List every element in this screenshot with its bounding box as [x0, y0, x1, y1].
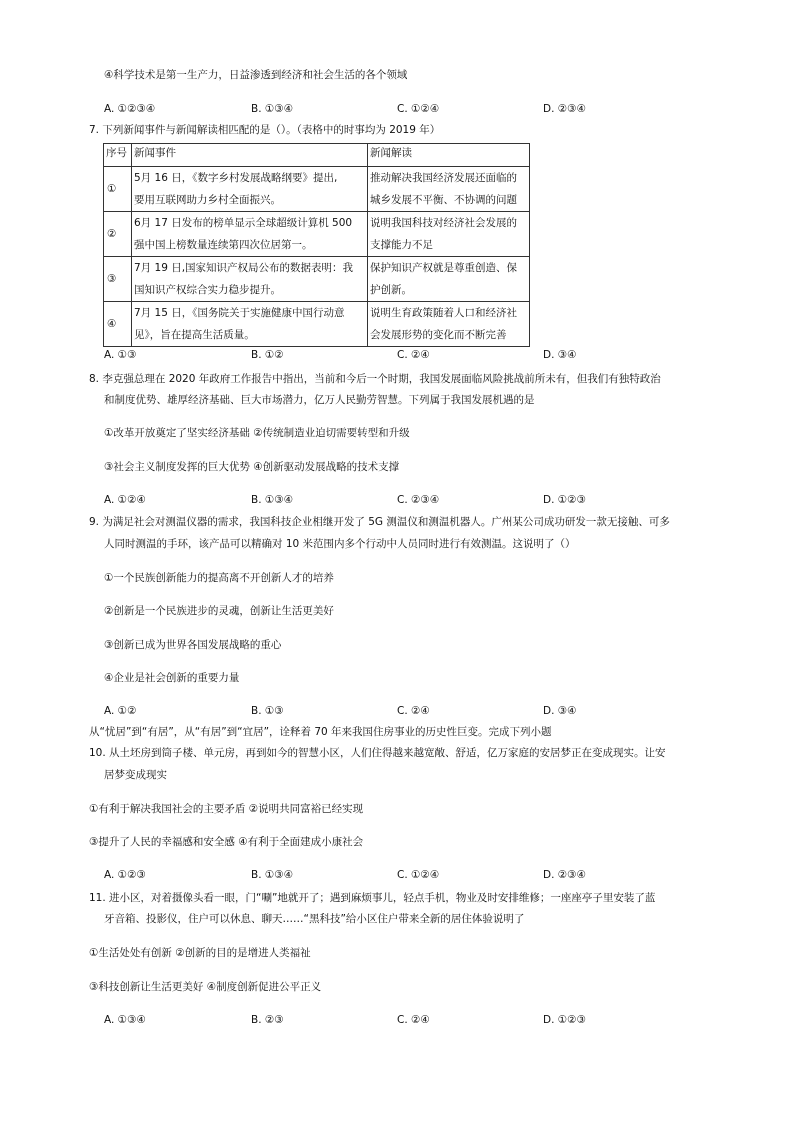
cell-line: 城乡发展不平衡、不协调的问题 [370, 194, 517, 206]
row-num: ③ [104, 257, 132, 302]
q11-option-c: C. ②④ [397, 1014, 430, 1026]
q8-stem-line1: 8. 李克强总理在 2020 年政府工作报告中指出，当前和今后一个时期，我国发展面临风险挑战前所未有，但我们有独特政治 [89, 373, 661, 385]
q9-item1: ①一个民族创新能力的提高离不开创新人才的培养 [104, 572, 334, 584]
table-row [104, 212, 530, 257]
q9-option-a: A. ①② [104, 705, 137, 717]
row-event [132, 302, 368, 347]
cell-line: 要用互联网助力乡村全面振兴。 [134, 194, 281, 206]
cell-line: 保护知识产权就是尊重创造、保 [370, 262, 517, 274]
q10-option-b: B. ①③④ [251, 869, 294, 881]
q10-items-line1: ①有利于解决我国社会的主要矛盾 ②说明共同富裕已经实现 [89, 803, 364, 815]
q7-option-c: C. ②④ [397, 349, 430, 361]
cell-line: 6月 17 日发布的榜单显示全球超级计算机 500 [134, 217, 353, 229]
cell-line: 推动解决我国经济发展还面临的 [370, 172, 517, 184]
row-reading [368, 167, 530, 212]
q10-stem-line1: 10. 从土坯房到筒子楼、单元房，再到如今的智慧小区，人们住得越来越宽敞、舒适，亿万家庭的安居梦正在变成现实。让安 [89, 747, 666, 759]
row-num: ① [104, 167, 132, 212]
q7-option-b: B. ①② [251, 349, 284, 361]
q8-stem-line2: 和制度优势、雄厚经济基础、巨大市场潜力，亿万人民勤劳智慧。下列属于我国发展机遇的是 [104, 394, 535, 406]
cell-line: 说明我国科技对经济社会发展的 [370, 217, 517, 229]
q10-option-c: C. ①②④ [397, 869, 440, 881]
q9-option-d: D. ③④ [543, 705, 577, 717]
cell-line: 见》，旨在提高生活质量。 [134, 329, 255, 341]
q9-stem-line2: 人同时测温的手环，该产品可以精确对 10 米范围内多个行动中人员同时进行有效测温。这说明了（） [104, 538, 576, 550]
header-reading: 新闻解读 [368, 144, 530, 167]
q6-option-a: A. ①②③④ [104, 103, 156, 115]
cell-line: 国知识产权综合实力稳步提升。 [134, 284, 281, 296]
row-num: ④ [104, 302, 132, 347]
q9-option-c: C. ②④ [397, 705, 430, 717]
q8-option-b: B. ①③④ [251, 494, 294, 506]
intro-passage: 从“忧居”到“有居”，从“有居”到“宜居”，诠释着 70 年来我国住房事业的历史性巨变。完成下列小题 [89, 726, 552, 738]
q9-item2: ②创新是一个民族进步的灵魂，创新让生活更美好 [104, 605, 334, 617]
cell-line: 7月 15 日，《国务院关于实施健康中国行动意 [134, 307, 345, 319]
cell-line: 护创新。 [370, 284, 412, 296]
cell-line: 说明生育政策随着人口和经济社 [370, 307, 517, 319]
row-event [132, 167, 368, 212]
header-num: 序号 [104, 144, 132, 167]
header-event: 新闻事件 [132, 144, 368, 167]
q11-stem-line2: 牙音箱、投影仪，住户可以休息、聊天……“黑科技”给小区住户带来全新的居住体验说明了 [104, 913, 525, 925]
q7-stem: 7. 下列新闻事件与新闻解读相匹配的是（）。（表格中的时事均为 2019 年） [89, 124, 441, 136]
row-reading [368, 302, 530, 347]
q10-option-d: D. ②③④ [543, 869, 586, 881]
q9-item3: ③创新已成为世界各国发展战略的重心 [104, 639, 282, 651]
q10-option-a: A. ①②③ [104, 869, 146, 881]
q11-option-b: B. ②③ [251, 1014, 284, 1026]
q10-items-line2: ③提升了人民的幸福感和安全感 ④有利于全面建成小康社会 [89, 836, 364, 848]
q9-option-b: B. ①③ [251, 705, 284, 717]
q6-option-b: B. ①③④ [251, 103, 294, 115]
q11-option-d: D. ①②③ [543, 1014, 586, 1026]
q8-items-line2: ③社会主义制度发挥的巨大优势 ④创新驱动发展战略的技术支撑 [104, 461, 400, 473]
row-reading [368, 212, 530, 257]
q9-stem-line1: 9. 为满足社会对测温仪器的需求，我国科技企业相继开发了 5G 测温仪和测温机器人。广州某公司成功研发一款无接触、可多 [89, 516, 670, 528]
cell-line: 会发展形势的变化而不断完善 [370, 329, 507, 341]
cell-line: 支撑能力不足 [370, 239, 433, 251]
row-event [132, 212, 368, 257]
q9-item4: ④企业是社会创新的重要力量 [104, 672, 240, 684]
q11-items-line1: ①生活处处有创新 ②创新的目的是增进人类福祉 [89, 947, 311, 959]
q6-option-d: D. ②③④ [543, 103, 586, 115]
q8-option-c: C. ②③④ [397, 494, 440, 506]
q6-item4: ④科学技术是第一生产力，日益渗透到经济和社会生活的各个领域 [104, 69, 408, 81]
q11-stem-line1: 11. 进小区，对着摄像头看一眼，门“唰”地就开了；遇到麻烦事儿，轻点手机，物业及时安排维修；一座座亭子里安装了蓝 [89, 892, 656, 904]
table-row [104, 167, 530, 212]
row-reading [368, 257, 530, 302]
q11-items-line2: ③科技创新让生活更美好 ④制度创新促进公平正义 [89, 981, 322, 993]
q11-option-a: A. ①③④ [104, 1014, 146, 1026]
q10-stem-line2: 居梦变成现实 [104, 769, 167, 781]
q6-option-c: C. ①②④ [397, 103, 440, 115]
row-num: ② [104, 212, 132, 257]
cell-line: 强中国上榜数量连续第四次位居第一。 [134, 239, 313, 251]
table-row [104, 257, 530, 302]
q7-option-a: A. ①③ [104, 349, 137, 361]
news-table-header [104, 144, 530, 167]
q8-option-a: A. ①②④ [104, 494, 146, 506]
cell-line: 7月 19 日,国家知识产权局公布的数据表明：我 [134, 262, 354, 274]
cell-line: 5月 16 日，《数字乡村发展战略纲要》提出, [134, 172, 338, 184]
row-event [132, 257, 368, 302]
q7-option-d: D. ③④ [543, 349, 577, 361]
q8-option-d: D. ①②③ [543, 494, 586, 506]
news-table [103, 143, 530, 347]
table-row [104, 302, 530, 347]
q8-items-line1: ①改革开放奠定了坚实经济基础 ②传统制造业迫切需要转型和升级 [104, 427, 410, 439]
